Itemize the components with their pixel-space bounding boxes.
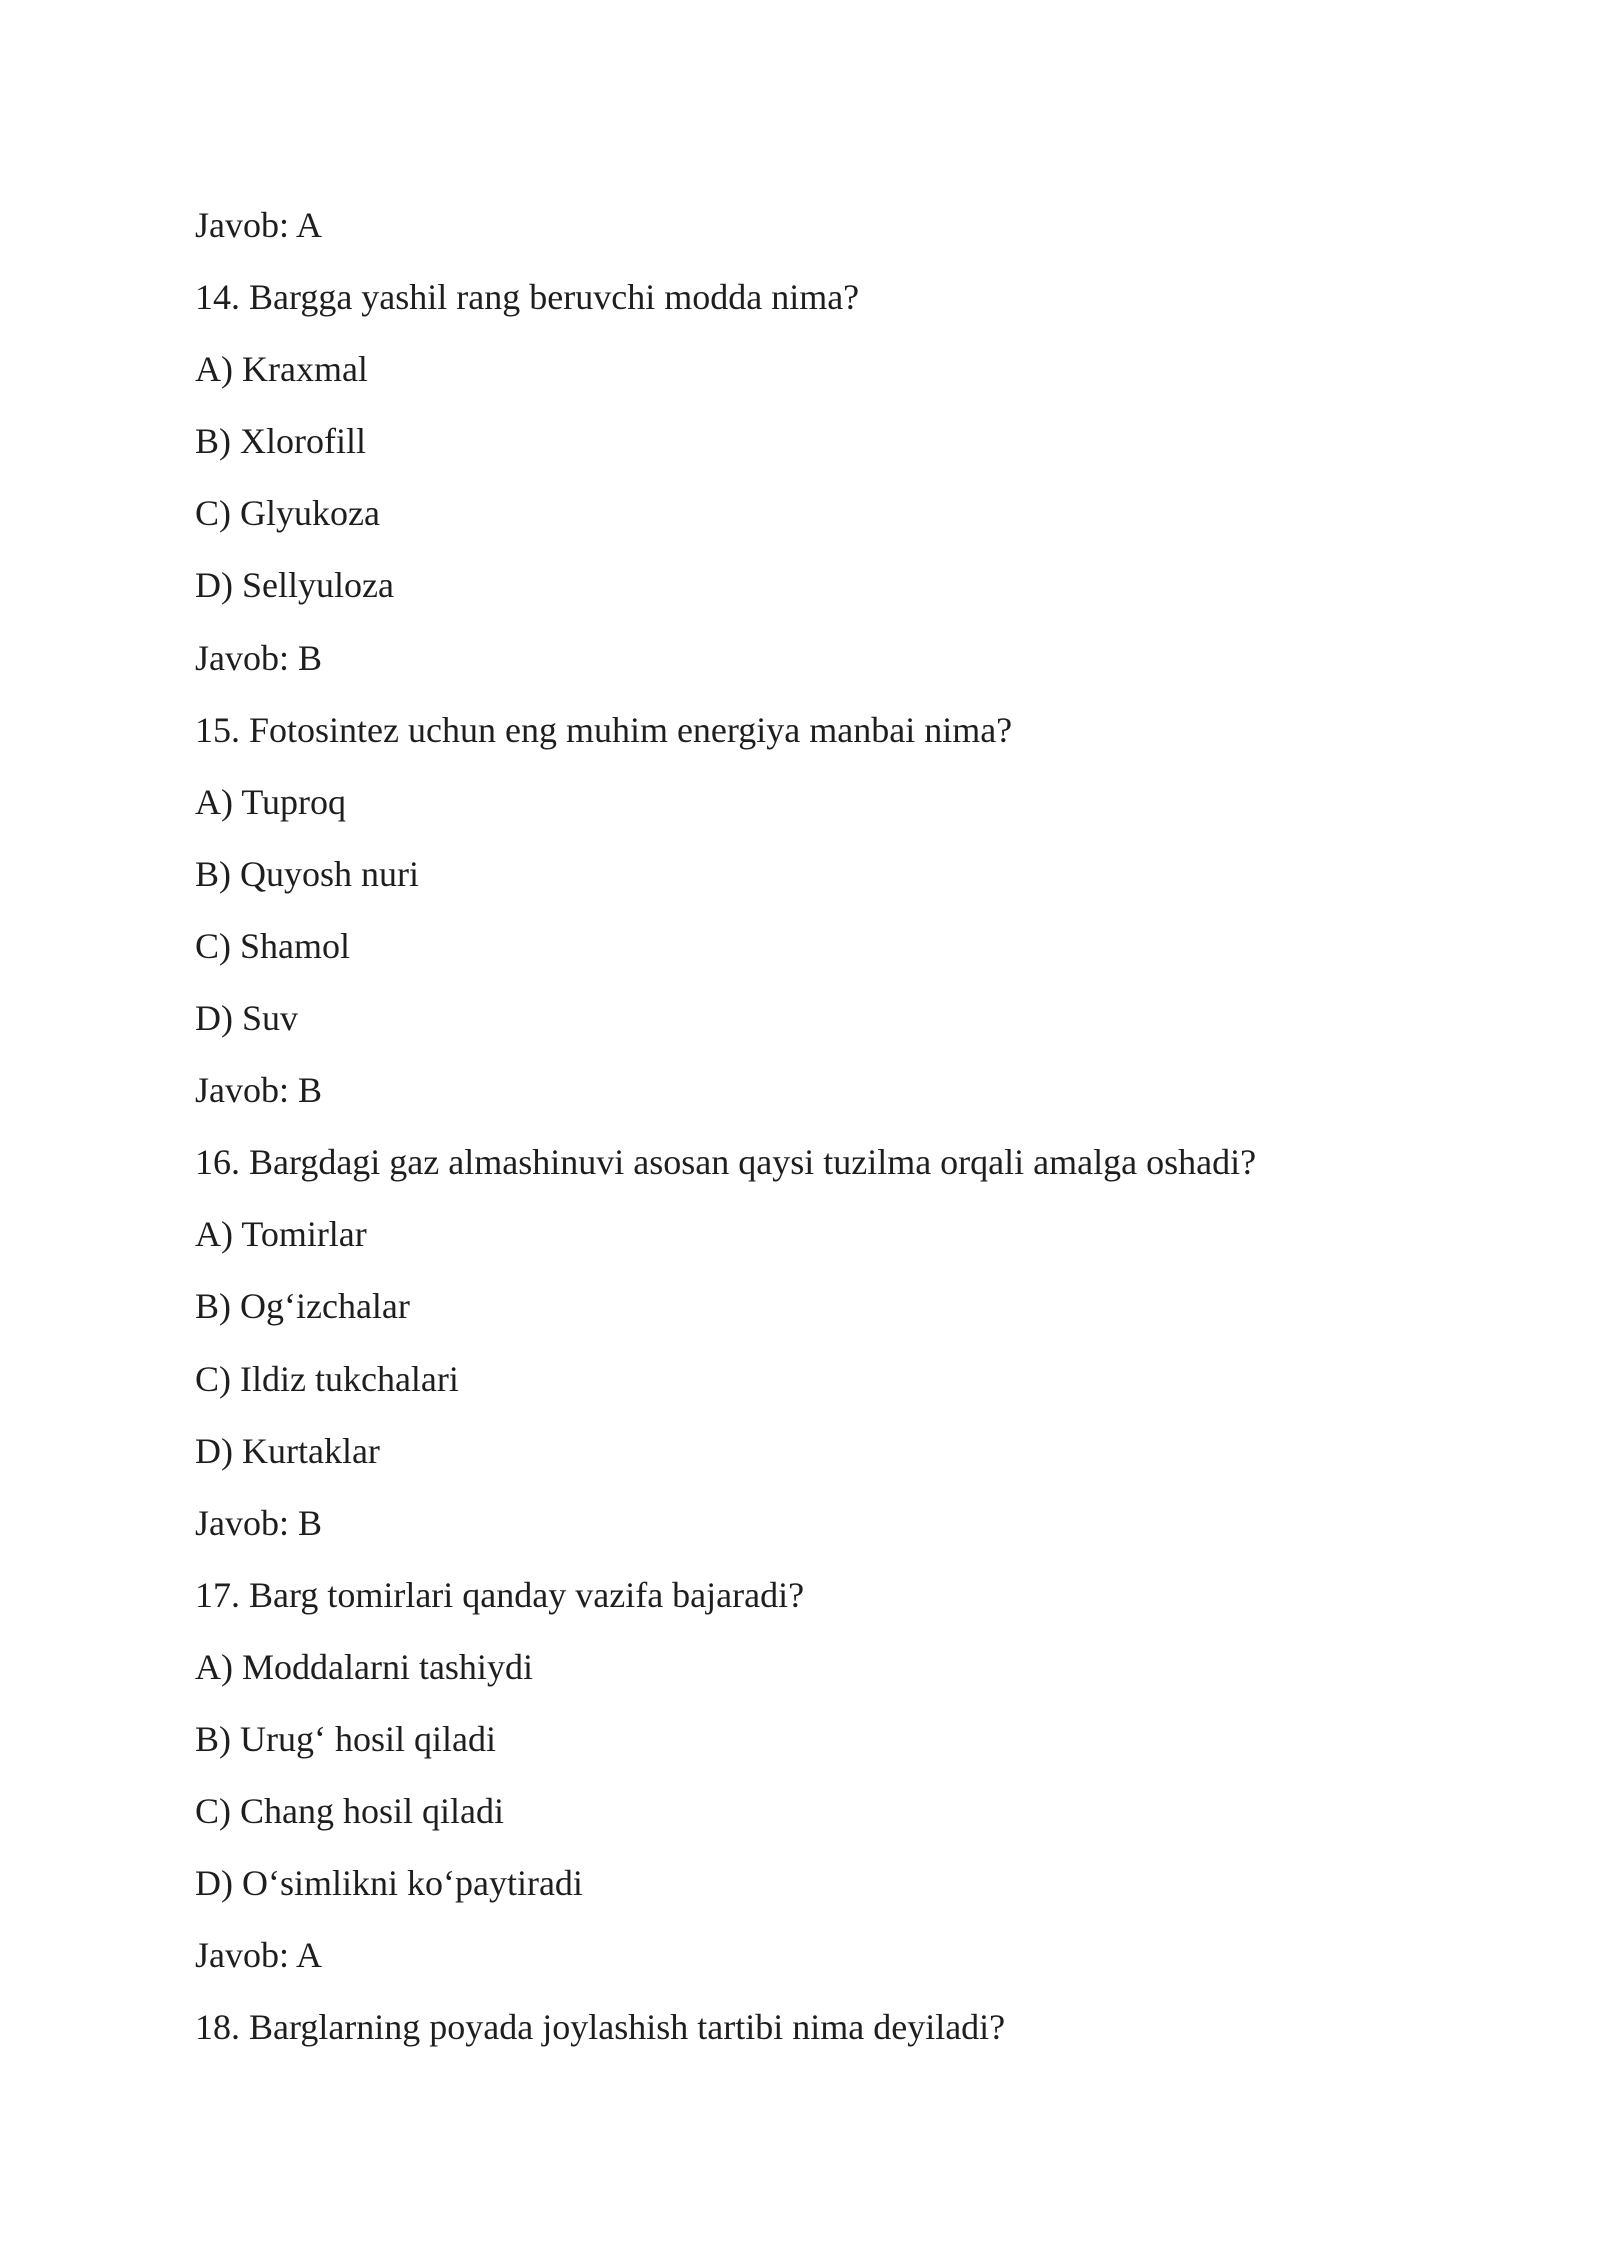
option-c: C) Chang hosil qiladi: [195, 1791, 504, 1832]
question-14: 14. Bargga yashil rang beruvchi modda nima?: [195, 277, 860, 318]
answer-line: Javob: B: [195, 1502, 323, 1543]
question-17: 17. Barg tomirlari qanday vazifa bajaradi?: [195, 1574, 805, 1615]
question-15: 15. Fotosintez uchun eng muhim energiya manbai nima?: [195, 709, 1013, 750]
answer-line: Javob: B: [195, 1070, 323, 1111]
answer-line: Javob: B: [195, 637, 323, 678]
option-b: B) Og‘izchalar: [195, 1286, 410, 1327]
option-a: A) Tuproq: [195, 781, 347, 822]
option-a: A) Tomirlar: [195, 1214, 367, 1255]
option-b: B) Urug‘ hosil qiladi: [195, 1718, 496, 1759]
option-c: C) Shamol: [195, 925, 351, 966]
answer-line: Javob: A: [195, 205, 323, 245]
option-d: D) Suv: [195, 998, 299, 1039]
answer-line: Javob: A: [195, 1935, 323, 1976]
option-d: D) Sellyuloza: [195, 565, 394, 606]
question-16: 16. Bargdagi gaz almashinuvi asosan qaysi tuzilma orqali amalga oshadi?: [195, 1142, 1257, 1183]
option-a: A) Kraxmal: [195, 349, 368, 390]
option-b: B) Xlorofill: [195, 421, 366, 462]
option-c: C) Ildiz tukchalari: [195, 1358, 459, 1399]
document-body: [195, 189, 1455, 2063]
question-18: 18. Barglarning poyada joylashish tartibi nima deyiladi?: [195, 2007, 1006, 2048]
option-b: B) Quyosh nuri: [195, 853, 419, 894]
option-c: C) Glyukoza: [195, 493, 380, 534]
option-a: A) Moddalarni tashiydi: [195, 1646, 533, 1687]
option-d: D) O‘simlikni ko‘paytiradi: [195, 1863, 583, 1904]
option-d: D) Kurtaklar: [195, 1430, 380, 1471]
